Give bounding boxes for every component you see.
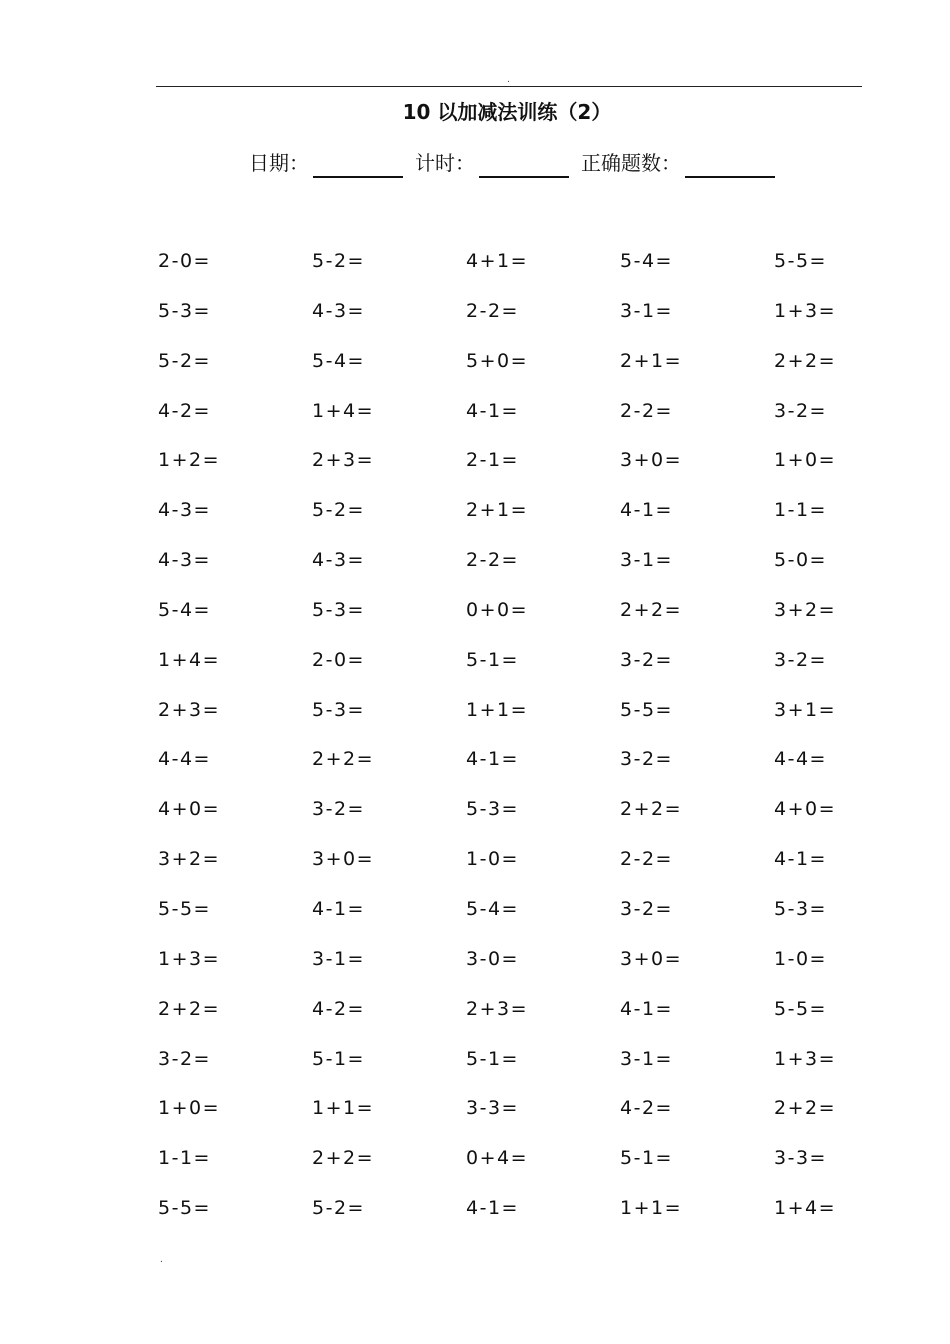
problem-cell: 5-5= <box>774 997 827 1020</box>
problem-cell: 4-2= <box>620 1097 673 1120</box>
problem-cell: 4-1= <box>466 748 519 771</box>
problem-cell: 3-1= <box>312 947 365 970</box>
problem-cell: 4-4= <box>158 748 211 771</box>
time-label: 计时： <box>415 151 475 175</box>
problem-cell: 1-1= <box>158 1147 211 1170</box>
problem-cell: 1-1= <box>774 499 827 522</box>
problem-cell: 2-2= <box>620 848 673 871</box>
problem-cell: 1+4= <box>312 399 375 422</box>
problem-cell: 4-3= <box>158 549 211 572</box>
problem-cell: 0+4= <box>466 1147 529 1170</box>
date-blank[interactable] <box>313 152 403 178</box>
problem-cell: 4-2= <box>158 399 211 422</box>
problem-cell: 2-2= <box>466 549 519 572</box>
problem-cell: 5-3= <box>774 897 827 920</box>
problem-cell: 5+0= <box>466 349 529 372</box>
problem-cell: 3-1= <box>620 549 673 572</box>
problem-cell: 5-5= <box>620 698 673 721</box>
problem-cell: 2+1= <box>620 349 683 372</box>
problem-cell: 1+1= <box>466 698 529 721</box>
problem-cell: 3+0= <box>620 449 683 472</box>
problem-cell: 3-3= <box>466 1097 519 1120</box>
problem-cell: 2+2= <box>620 798 683 821</box>
problem-cell: 3-2= <box>158 1047 211 1070</box>
problem-cell: 3-0= <box>466 947 519 970</box>
problem-cell: 4-1= <box>620 499 673 522</box>
problem-cell: 4-1= <box>466 1197 519 1220</box>
problem-cell: 4-3= <box>312 549 365 572</box>
problem-cell: 3-2= <box>774 648 827 671</box>
time-blank[interactable] <box>479 152 569 178</box>
problem-cell: 5-5= <box>158 1197 211 1220</box>
problem-cell: 3-2= <box>312 798 365 821</box>
problem-cell: 3-2= <box>620 648 673 671</box>
problem-cell: 5-1= <box>466 648 519 671</box>
problem-cell: 1+4= <box>158 648 221 671</box>
problem-cell: 1+3= <box>774 299 837 322</box>
problem-cell: 3-2= <box>620 748 673 771</box>
problem-cell: 1+1= <box>312 1097 375 1120</box>
problem-cell: 2+3= <box>158 698 221 721</box>
problem-cell: 5-1= <box>620 1147 673 1170</box>
problem-cell: 5-2= <box>312 499 365 522</box>
problem-cell: 3-1= <box>620 299 673 322</box>
problem-cell: 2+2= <box>774 349 837 372</box>
problem-cell: 5-3= <box>466 798 519 821</box>
problem-cell: 2+2= <box>158 997 221 1020</box>
problem-cell: 5-4= <box>312 349 365 372</box>
info-line <box>249 146 787 178</box>
problem-cell: 3-2= <box>620 897 673 920</box>
problem-cell: 4-4= <box>774 748 827 771</box>
problem-cell: 1+2= <box>158 449 221 472</box>
problem-cell: 3+2= <box>158 848 221 871</box>
problem-cell: 2+2= <box>774 1097 837 1120</box>
problem-cell: 3+1= <box>774 698 837 721</box>
problem-cell: 5-5= <box>774 250 827 272</box>
problem-cell: 4+1= <box>466 250 529 272</box>
problem-cell: 5-3= <box>312 698 365 721</box>
problem-cell: 5-3= <box>158 299 211 322</box>
problem-cell: 1-0= <box>774 947 827 970</box>
problem-cell: 2+2= <box>312 748 375 771</box>
problem-cell: 5-1= <box>312 1047 365 1070</box>
problem-cell: 4-3= <box>158 499 211 522</box>
date-label: 日期： <box>249 151 309 175</box>
correct-count-blank[interactable] <box>685 152 775 178</box>
problem-cell: 4+0= <box>774 798 837 821</box>
correct-count-label: 正确题数： <box>581 151 681 175</box>
problem-cell: 2-0= <box>312 648 365 671</box>
problem-cell: 2+3= <box>312 449 375 472</box>
problem-grid <box>158 237 928 1234</box>
problem-cell: 3+0= <box>620 947 683 970</box>
problem-cell: 1+1= <box>620 1197 683 1220</box>
problem-cell: 5-2= <box>312 250 365 272</box>
problem-cell: 4-3= <box>312 299 365 322</box>
page-title: 10 以加减法训练（2） <box>402 100 612 124</box>
problem-cell: 5-3= <box>312 598 365 621</box>
problem-cell: 4-1= <box>620 997 673 1020</box>
problem-cell: 1+3= <box>774 1047 837 1070</box>
problem-cell: 5-0= <box>774 549 827 572</box>
footer-mark: . <box>160 1255 163 1265</box>
problem-cell: 0+0= <box>466 598 529 621</box>
problem-cell: 2+2= <box>312 1147 375 1170</box>
problem-cell: 5-4= <box>158 598 211 621</box>
problem-cell: 2+1= <box>466 499 529 522</box>
problem-cell: 2-0= <box>158 250 211 272</box>
problem-cell: 3+0= <box>312 848 375 871</box>
problem-cell: 2+3= <box>466 997 529 1020</box>
problem-cell: 5-2= <box>158 349 211 372</box>
problem-cell: 2-2= <box>620 399 673 422</box>
problem-cell: 2-2= <box>466 299 519 322</box>
problem-cell: 5-1= <box>466 1047 519 1070</box>
problem-cell: 1+4= <box>774 1197 837 1220</box>
problem-cell: 4+0= <box>158 798 221 821</box>
problem-cell: 4-1= <box>774 848 827 871</box>
problem-cell: 5-5= <box>158 897 211 920</box>
problem-cell: 5-2= <box>312 1197 365 1220</box>
header-mark: . <box>507 75 510 85</box>
problem-cell: 4-2= <box>312 997 365 1020</box>
problem-cell: 5-4= <box>466 897 519 920</box>
problem-cell: 1-0= <box>466 848 519 871</box>
problem-cell: 2-1= <box>466 449 519 472</box>
problem-cell: 4-1= <box>312 897 365 920</box>
problem-cell: 1+0= <box>158 1097 221 1120</box>
problem-cell: 1+0= <box>774 449 837 472</box>
problem-cell: 3-2= <box>774 399 827 422</box>
header-rule <box>156 86 862 87</box>
problem-cell: 3+2= <box>774 598 837 621</box>
problem-cell: 3-1= <box>620 1047 673 1070</box>
problem-cell: 3-3= <box>774 1147 827 1170</box>
problem-cell: 5-4= <box>620 250 673 272</box>
problem-cell: 1+3= <box>158 947 221 970</box>
problem-cell: 4-1= <box>466 399 519 422</box>
problem-cell: 2+2= <box>620 598 683 621</box>
